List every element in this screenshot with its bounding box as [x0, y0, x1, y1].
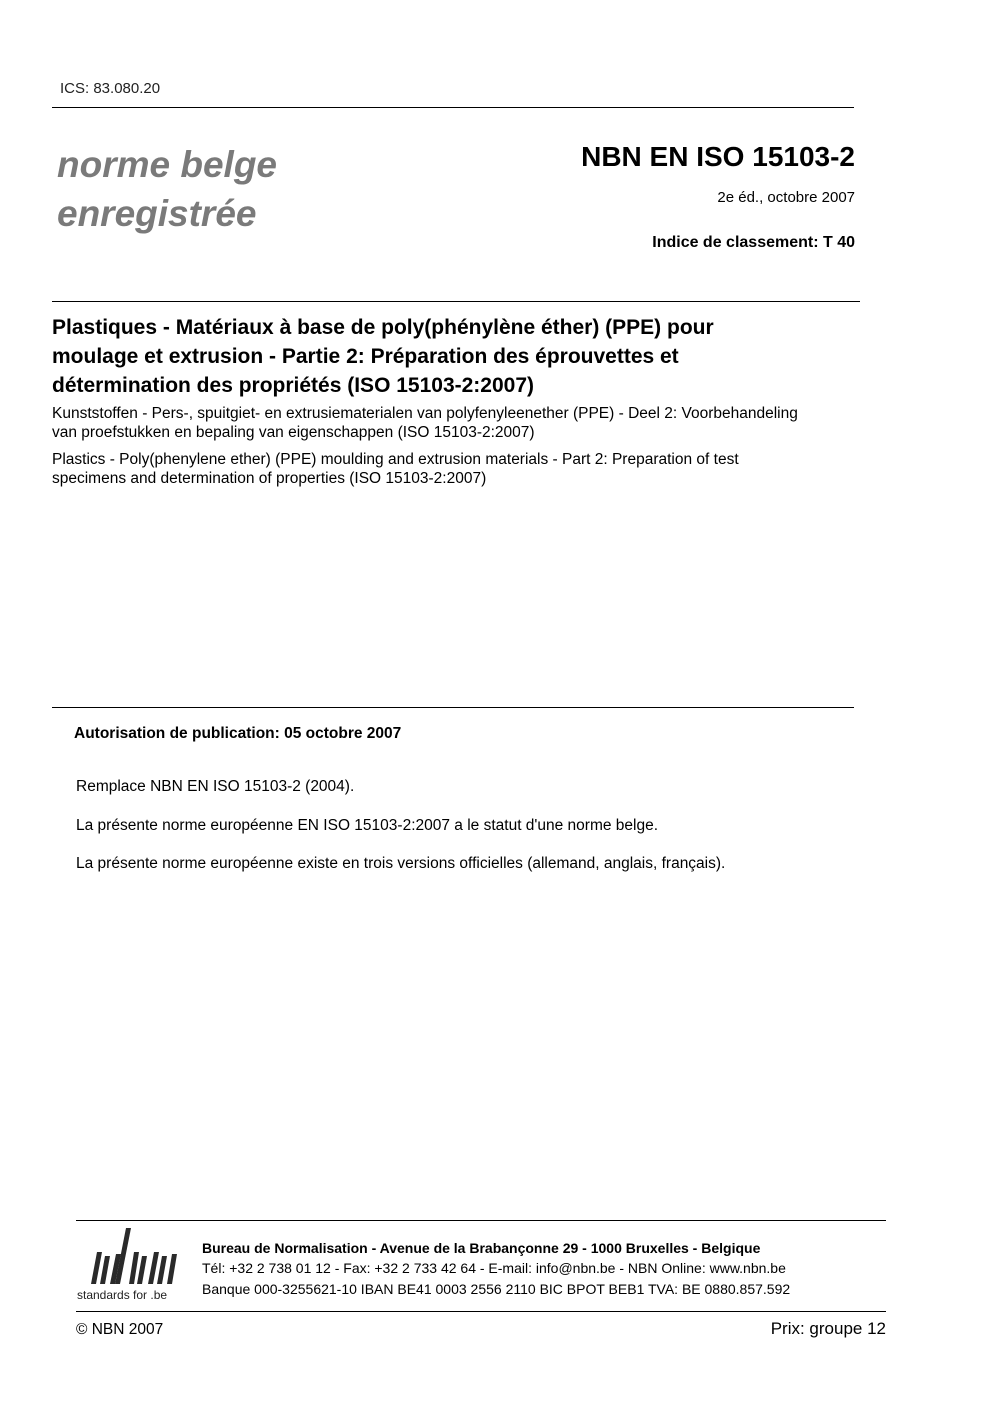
replaces-note: Remplace NBN EN ISO 15103-2 (2004).: [76, 778, 355, 795]
edition-date: 2e éd., octobre 2007: [717, 189, 855, 206]
bureau-address: Bureau de Normalisation - Avenue de la Brabançonne 29 - 1000 Bruxelles - Belgique: [202, 1240, 761, 1256]
nbn-logo-strokes: [91, 1228, 177, 1284]
contact-info: Tél: +32 2 738 01 12 - Fax: +32 2 733 42 64 - E-mail: info@nbn.be - NBN Online: www.nbn.be: [202, 1260, 786, 1276]
norme-line-2: enregistrée: [57, 193, 257, 234]
status-note: La présente norme européenne EN ISO 15103-2:2007 a le statut d'une norme belge.: [76, 817, 659, 834]
header-divider: [52, 107, 854, 108]
body-divider: [52, 707, 854, 708]
copyright: © NBN 2007: [76, 1321, 164, 1338]
norme-line-1: norme belge: [57, 144, 277, 185]
ics-code: ICS: 83.080.20: [60, 80, 161, 97]
title-english: [52, 450, 864, 488]
title-dutch: [52, 404, 864, 442]
title-english-line-1: Plastics - Poly(phenylene ether) (PPE) moulding and extrusion materials - Part 2: Preparation of test: [52, 451, 739, 468]
title-english-line-2: specimens and determination of properties (ISO 15103-2:2007): [52, 470, 487, 487]
price-group: Prix: groupe 12: [770, 1319, 886, 1338]
classification-index: Indice de classement: T 40: [652, 234, 855, 251]
norme-belge-label: [57, 140, 277, 238]
title-dutch-line-1: Kunststoffen - Pers-, spuitgiet- en extrusiematerialen van polyfenyleenether (PPE) - Deel 2: Voorbehandeling: [52, 405, 798, 422]
standard-number: NBN EN ISO 15103-2: [581, 141, 855, 172]
title-divider: [52, 301, 860, 302]
footer-divider-bottom: [76, 1311, 886, 1312]
title-french-line-1: Plastiques - Matériaux à base de poly(phénylène éther) (PPE) pour: [52, 316, 714, 339]
versions-note: La présente norme européenne existe en trois versions officielles (allemand, anglais, français).: [76, 855, 726, 872]
title-french-line-3: détermination des propriétés (ISO 15103-2:2007): [52, 374, 535, 397]
publication-authorization: Autorisation de publication: 05 octobre 2007: [74, 725, 402, 742]
title-french-line-2: moulage et extrusion - Partie 2: Préparation des éprouvettes et: [52, 345, 679, 368]
nbn-tagline: standards for .be: [77, 1288, 168, 1302]
title-french: [52, 313, 852, 400]
title-dutch-line-2: van proefstukken en bepaling van eigenschappen (ISO 15103-2:2007): [52, 424, 535, 441]
footer-divider-top: [76, 1220, 886, 1221]
bank-info: Banque 000-3255621-10 IBAN BE41 0003 2556 2110 BIC BPOT BEB1 TVA: BE 0880.857.592: [202, 1281, 791, 1297]
